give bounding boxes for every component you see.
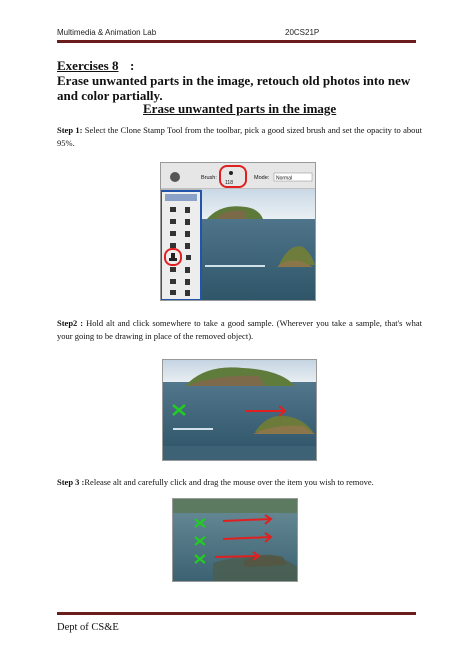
step-1-label: Step 1: xyxy=(57,125,83,135)
header-rule xyxy=(57,40,416,43)
clone-stamp-illustration xyxy=(161,163,315,300)
header-course-code: 20CS21P xyxy=(285,28,320,37)
clone-stamp-screenshot xyxy=(160,162,316,301)
footer-department: Dept of CS&E xyxy=(57,622,119,633)
section-subheading: Erase unwanted parts in the image xyxy=(143,101,337,116)
exercise-description: Erase unwanted parts in the image, retouch old photos into new and color partially. xyxy=(57,73,411,103)
step-2-label: Step2 : xyxy=(57,318,84,328)
step-1-body: Select the Clone Stamp Tool from the toolbar, pick a good sized brush and set the opacity to about 95%. xyxy=(57,125,422,148)
step-3-text xyxy=(57,476,422,489)
step-2-body: Hold alt and click somewhere to take a good sample. (Wherever you take a sample, that's what your going to be drawing in place of the removed object). xyxy=(57,318,423,341)
page-header xyxy=(57,28,416,40)
sample-point-screenshot xyxy=(162,359,317,461)
brush-label: Brush: xyxy=(201,175,217,181)
mode-label: Mode: xyxy=(254,175,270,181)
brush-size-value: 118 xyxy=(225,180,233,186)
exercise-title: Exercises 8 xyxy=(57,58,119,73)
mode-value: Normal xyxy=(276,175,293,182)
step-2-text xyxy=(57,317,422,343)
sample-point-illustration xyxy=(163,360,316,460)
step-3-label: Step 3 : xyxy=(57,477,85,487)
exercise-title-colon: : xyxy=(130,58,135,73)
removal-screenshot xyxy=(172,498,298,582)
step-3-body: Release alt and carefully click and drag the mouse over the item you wish to remove. xyxy=(84,477,374,487)
footer-rule xyxy=(57,612,416,615)
step-1-text xyxy=(57,124,422,150)
header-lab-name: Multimedia & Animation Lab xyxy=(57,28,157,37)
removal-illustration xyxy=(173,499,297,581)
